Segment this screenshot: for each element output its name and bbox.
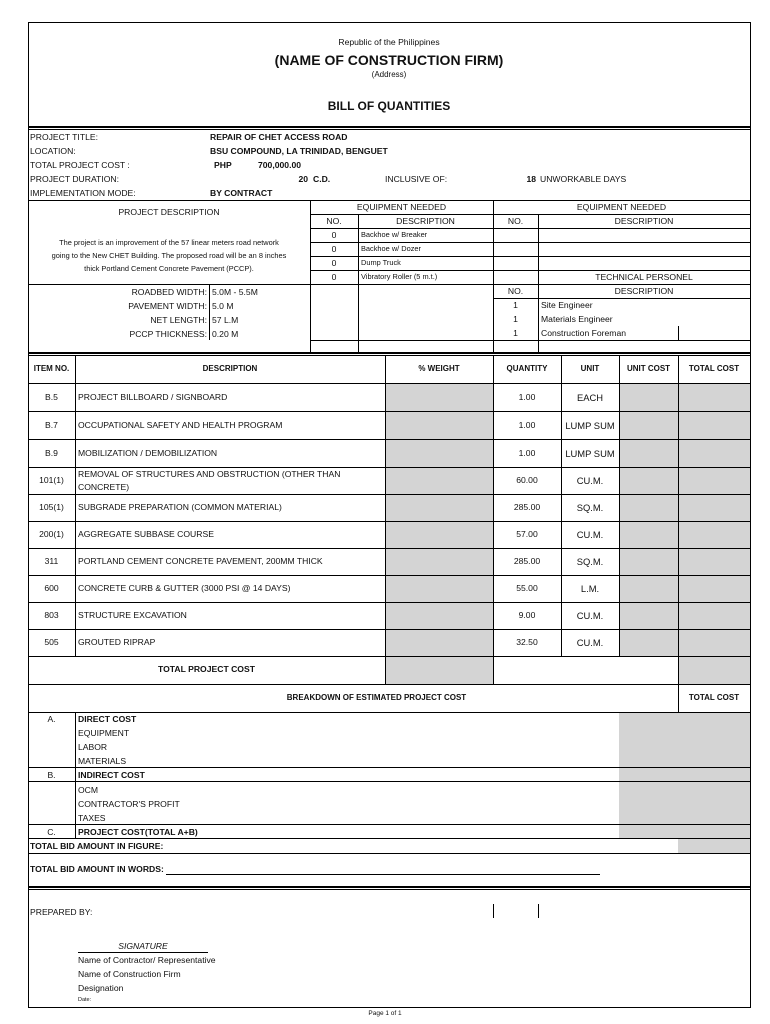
- project-description-header: PROJECT DESCRIPTION: [118, 207, 220, 217]
- equipment-left-header: EQUIPMENT NEEDED: [356, 202, 447, 212]
- spec-value: 5.0 M: [212, 301, 234, 311]
- col-header-unit-cost: UNIT COST: [626, 364, 671, 373]
- col-header-weight: % WEIGHT: [418, 364, 460, 373]
- direct-cost-item: MATERIALS: [78, 756, 127, 766]
- indirect-cost-item: OCM: [78, 785, 99, 795]
- indirect-cost-item: CONTRACTOR'S PROFIT: [78, 799, 180, 809]
- equipment-no: 0: [331, 258, 337, 268]
- spec-label: NET LENGTH:: [150, 315, 207, 325]
- prepared-by-label: PREPARED BY:: [30, 907, 93, 917]
- item-description: STRUCTURE EXCAVATION: [78, 610, 187, 620]
- personnel-desc: Construction Foreman: [541, 328, 627, 338]
- spec-label: PCCP THICKNESS:: [129, 329, 207, 339]
- item-description-cont: CONCRETE): [78, 482, 130, 492]
- firm-name-line: Name of Construction Firm: [78, 969, 181, 979]
- item-unit: L.M.: [580, 583, 600, 594]
- item-no: 311: [44, 556, 59, 566]
- item-quantity: 57.00: [516, 529, 538, 539]
- spec-label: ROADBED WIDTH:: [131, 287, 207, 297]
- item-quantity: 32.50: [516, 637, 538, 647]
- firm-address: (Address): [371, 70, 407, 79]
- description-line-1: The project is an improvement of the 57 linear meters road network: [59, 238, 279, 247]
- col-header-unit: UNIT: [580, 364, 600, 373]
- personnel-no: 1: [513, 300, 518, 310]
- unworkable-label: UNWORKABLE DAYS: [540, 174, 627, 184]
- item-no: 600: [44, 583, 59, 593]
- breakdown-total-shade-2: [678, 712, 750, 853]
- equipment-right-header: EQUIPMENT NEEDED: [576, 202, 667, 212]
- weight-column-shade: [385, 383, 493, 684]
- inclusive-label: INCLUSIVE OF:: [385, 174, 448, 184]
- project-title-value: REPAIR OF CHET ACCESS ROAD: [210, 132, 348, 142]
- implementation-value: BY CONTRACT: [210, 188, 273, 198]
- duration-label: PROJECT DURATION:: [30, 174, 119, 184]
- total-project-cost-label: TOTAL PROJECT COST: [158, 664, 255, 674]
- item-quantity: 1.00: [518, 420, 536, 430]
- item-description: PROJECT BILLBOARD / SIGNBOARD: [78, 392, 228, 402]
- description-line-3: thick Portland Cement Concrete Pavement (PCCP).: [84, 264, 254, 273]
- document-title: BILL OF QUANTITIES: [327, 99, 451, 113]
- item-no: B.9: [45, 448, 58, 458]
- indirect-cost-label: INDIRECT COST: [78, 770, 145, 780]
- item-no: 101(1): [39, 475, 64, 485]
- col-header-total-cost: TOTAL COST: [688, 364, 740, 373]
- direct-cost-label: DIRECT COST: [78, 714, 137, 724]
- section-b-letter: B.: [47, 770, 56, 780]
- item-description: AGGREGATE SUBBASE COURSE: [78, 529, 214, 539]
- item-no: 803: [44, 610, 59, 620]
- item-description: REMOVAL OF STRUCTURES AND OBSTRUCTION (OTHER THAN: [78, 469, 341, 479]
- item-quantity: 55.00: [516, 583, 538, 593]
- section-c-letter: C.: [47, 827, 56, 837]
- item-no: 105(1): [39, 502, 64, 512]
- unworkable-value: 18: [526, 174, 536, 184]
- item-no: 505: [44, 637, 59, 647]
- unit-cost-column-shade: [619, 383, 678, 656]
- item-no: B.5: [45, 392, 58, 402]
- breakdown-title: BREAKDOWN OF ESTIMATED PROJECT COST: [286, 693, 467, 702]
- designation-line: Designation: [78, 983, 124, 993]
- project-title-label: PROJECT TITLE:: [30, 132, 98, 142]
- bid-amount-figure-label: TOTAL BID AMOUNT IN FIGURE:: [30, 841, 164, 851]
- bid-amount-words-label: TOTAL BID AMOUNT IN WORDS:: [30, 864, 164, 874]
- total-cost-currency: PHP: [214, 160, 232, 170]
- equipment-no: 0: [331, 230, 337, 240]
- item-unit: LUMP SUM: [565, 448, 615, 459]
- item-quantity: 285.00: [513, 502, 541, 512]
- item-quantity: 60.00: [516, 475, 538, 485]
- item-unit: LUMP SUM: [565, 420, 615, 431]
- personnel-desc: Materials Engineer: [541, 314, 613, 324]
- equipment-desc: Backhoe w/ Breaker: [361, 230, 428, 239]
- duration-unit: C.D.: [313, 174, 331, 184]
- total-cost-column-shade: [678, 383, 750, 684]
- spec-value: 57 L.M: [212, 315, 239, 325]
- signature-label: SIGNATURE: [118, 941, 168, 951]
- item-unit: CU.M.: [576, 529, 604, 540]
- personnel-desc: Site Engineer: [541, 300, 593, 310]
- direct-cost-item: EQUIPMENT: [78, 728, 130, 738]
- page-number: Page 1 of 1: [368, 1010, 402, 1017]
- personnel-col-desc: DESCRIPTION: [614, 286, 674, 296]
- item-description: PORTLAND CEMENT CONCRETE PAVEMENT, 200MM THICK: [78, 556, 323, 566]
- date-label: Date:: [78, 997, 92, 1003]
- item-description: GROUTED RIPRAP: [78, 637, 156, 647]
- item-description: MOBILIZATION / DEMOBILIZATION: [78, 448, 218, 458]
- item-unit: SQ.M.: [576, 556, 604, 567]
- item-unit: CU.M.: [576, 637, 604, 648]
- equipment-desc: Backhoe w/ Dozer: [361, 244, 421, 253]
- signature-line: [78, 952, 208, 953]
- col-header-description: DESCRIPTION: [202, 364, 258, 373]
- item-unit: CU.M.: [576, 610, 604, 621]
- republic-line: Republic of the Philippines: [338, 37, 440, 47]
- item-description: CONCRETE CURB & GUTTER (3000 PSI @ 14 DAYS): [78, 583, 291, 593]
- implementation-label: IMPLEMENTATION MODE:: [30, 188, 136, 198]
- personnel-no: 1: [513, 328, 518, 338]
- duration-value: 20: [298, 174, 308, 184]
- description-line-2: going to the New CHET Building. The proposed road will be an 8 inches: [51, 251, 287, 260]
- item-quantity: 1.00: [518, 448, 536, 458]
- item-quantity: 1.00: [518, 392, 536, 402]
- direct-cost-item: LABOR: [78, 742, 108, 752]
- equipment-right-col-no: NO.: [507, 216, 524, 226]
- item-description: OCCUPATIONAL SAFETY AND HEALTH PROGRAM: [78, 420, 283, 430]
- total-cost-label: TOTAL PROJECT COST :: [30, 160, 130, 170]
- spec-value: 0.20 M: [212, 329, 239, 339]
- item-unit: CU.M.: [576, 475, 604, 486]
- equipment-right-col-desc: DESCRIPTION: [614, 216, 674, 226]
- item-no: 200(1): [39, 529, 64, 539]
- equipment-no: 0: [331, 272, 337, 282]
- col-header-quantity: QUANTITY: [506, 364, 548, 373]
- col-header-item: ITEM NO.: [33, 364, 70, 373]
- location-value: BSU COMPOUND, LA TRINIDAD, BENGUET: [210, 146, 388, 156]
- spec-value: 5.0M - 5.5M: [212, 287, 258, 297]
- equipment-desc: Dump Truck: [361, 258, 401, 267]
- project-cost-total-label: PROJECT COST(TOTAL A+B): [78, 827, 198, 837]
- personnel-header: TECHNICAL PERSONEL: [595, 272, 693, 282]
- equipment-left-col-desc: DESCRIPTION: [396, 216, 455, 226]
- item-unit: EACH: [576, 392, 604, 403]
- item-description: SUBGRADE PREPARATION (COMMON MATERIAL): [78, 502, 282, 512]
- firm-name: (NAME OF CONSTRUCTION FIRM): [274, 52, 504, 68]
- spec-label: PAVEMENT WIDTH:: [128, 301, 207, 311]
- equipment-desc: Vibratory Roller (5 m.t.): [361, 272, 438, 281]
- indirect-cost-item: TAXES: [78, 813, 106, 823]
- section-a-letter: A.: [47, 714, 56, 724]
- bid-amount-words-line: [166, 874, 600, 875]
- equipment-no: 0: [331, 244, 337, 254]
- item-quantity: 285.00: [513, 556, 541, 566]
- equipment-left-col-no: NO.: [326, 216, 342, 226]
- contractor-name-line: Name of Contractor/ Representative: [78, 955, 216, 965]
- total-cost-value: 700,000.00: [258, 160, 302, 170]
- breakdown-total-shade: [619, 712, 678, 838]
- item-no: B.7: [45, 420, 58, 430]
- item-unit: SQ.M.: [576, 502, 604, 513]
- item-quantity: 9.00: [518, 610, 536, 620]
- breakdown-total-header: TOTAL COST: [688, 693, 740, 702]
- personnel-no: 1: [513, 314, 518, 324]
- location-label: LOCATION:: [30, 146, 76, 156]
- personnel-col-no: NO.: [507, 286, 524, 296]
